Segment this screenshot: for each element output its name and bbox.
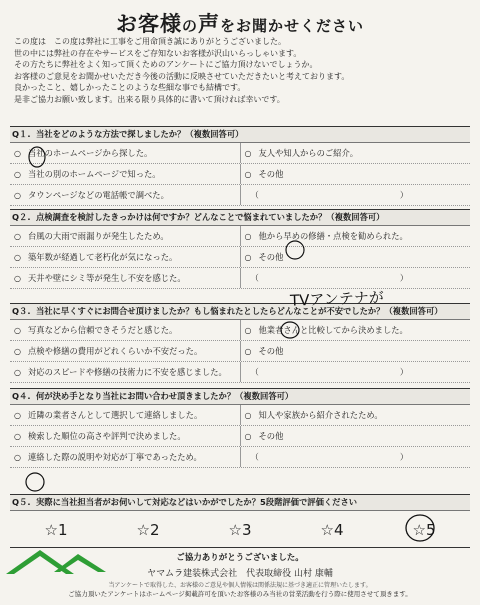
question-2 <box>10 209 470 289</box>
privacy-note: 当アンケートで取得した、お客様のご意見や個人情報は関係法規に基づき適正に管理いたします。 <box>108 582 372 589</box>
option-row <box>10 164 470 185</box>
answer-option[interactable]: ○ 点検や修繕の費用がどれくらいか不安だった。 <box>10 341 241 361</box>
company-logo <box>2 546 130 601</box>
option-row <box>10 226 470 247</box>
answer-option[interactable]: ○ 対応のスピードや修繕の技術力に不安を感じました。 <box>10 362 241 382</box>
question-header: Q２. 点検調査を検討したきっかけは何ですか？どんなことで悩まれていましたか？（複数回答可） <box>10 209 470 226</box>
company-signature: ヤマムラ建装株式会社 代表取締役 山村 康輔 <box>147 569 333 579</box>
answer-option[interactable]: ○ その他 <box>244 169 284 179</box>
question-header: Q１. 当社をどのような方法で探しましたか？（複数回答可） <box>10 126 470 143</box>
answer-option[interactable]: ○ 近隣の業者さんとして選択して連絡しました。 <box>10 405 241 425</box>
question-header: Q４. 何が決め手となり当社にお問い合わせ頂きましたか？（複数回答可） <box>10 388 470 405</box>
option-row <box>10 143 470 164</box>
rating-star-3[interactable]: ☆3 <box>228 521 252 539</box>
option-row <box>10 405 470 426</box>
rating-stars <box>10 513 470 548</box>
answer-option[interactable]: ○ 他業者さんと比較してから決めました。 <box>244 325 408 335</box>
answer-option[interactable]: （ ） <box>250 190 409 200</box>
option-row <box>10 362 470 383</box>
question-5-header: Q５. 実際に当社担当者がお伺いして対応などはいかがでしたか？5段階評価で評価ください <box>10 494 470 511</box>
answer-option[interactable]: ○ 他から早めの修繕・点検を勧められた。 <box>244 231 408 241</box>
option-row <box>10 447 470 468</box>
answer-option[interactable]: ○ 検索した順位の高さや評判で決めました。 <box>10 426 241 446</box>
handwritten-q2-other: TVアンテナが <box>289 288 385 310</box>
answer-option[interactable]: ○ 友人や知人からのご紹介。 <box>244 148 359 158</box>
answer-option[interactable]: ○ 知人や家族から紹介されたため。 <box>244 410 383 420</box>
page-title: お客様の声をお聞かせください <box>115 12 365 36</box>
intro-text: この度は この度は弊社に工事をご用命頂き誠にありがとうございました。 世の中には弊社の存在やサービスをご存知ないお客様が沢山いらっしゃいます。 その方たちに弊社をよく知って頂くためのアンケートにご協力頂けないでしょうか。 お客様のご意見をお聞かせいただき今後の活動に反映させていただきたいと考えております。 良かったこと、嬉しかったことのような些細な事でも結構です。 是非ご協力お願い致します。出来る限り具体的に書いて頂ければ幸いです。 <box>14 37 350 104</box>
answer-option[interactable]: ○ 天井や壁にシミ等が発生し不安を感じた。 <box>10 268 241 288</box>
thanks-text: ご協力ありがとうございました。 <box>176 553 304 563</box>
answer-option[interactable]: ○ 台風の大雨で雨漏りが発生したため。 <box>10 226 241 246</box>
answer-option[interactable]: ○ 築年数が経過して老朽化が気になった。 <box>10 247 241 267</box>
usage-note: ご協力頂いたアンケートはホームページ掲載許可を頂いたお客様のみ当社の営業活動を行う際に使用させて頂きます。 <box>68 590 412 598</box>
answer-option[interactable]: （ ） <box>250 452 409 462</box>
answer-option[interactable]: ○ 当社の別のホームページで知った。 <box>10 164 241 184</box>
rating-star-5[interactable]: ☆5 <box>412 521 436 539</box>
answer-option[interactable]: （ ） <box>250 273 409 283</box>
rating-star-2[interactable]: ☆2 <box>136 521 160 539</box>
answer-option[interactable]: ○ 当社のホームページから探した。 <box>10 143 241 163</box>
option-row <box>10 268 470 289</box>
question-3 <box>10 303 470 383</box>
option-row <box>10 247 470 268</box>
option-row <box>10 320 470 341</box>
answer-option[interactable]: （ ） <box>250 367 409 377</box>
question-4 <box>10 388 470 468</box>
answer-option[interactable]: ○ その他 <box>244 346 284 356</box>
answer-option[interactable]: ○ その他 <box>244 431 284 441</box>
option-row <box>10 426 470 447</box>
question-header: Q３. 当社に早くすぐにお問合せ頂けましたか？もし悩まれたとしたらどんなことが不安でしたか？（複数回答可） <box>10 303 470 320</box>
option-row <box>10 185 470 206</box>
answer-option[interactable]: ○ その他 <box>244 252 284 262</box>
question-1 <box>10 126 470 206</box>
answer-option[interactable]: ○ 連絡した際の説明や対応が丁寧であったため。 <box>10 447 241 467</box>
answer-option[interactable]: ○ タウンページなどの電話帳で調べた。 <box>10 185 241 205</box>
rating-star-4[interactable]: ☆4 <box>320 521 344 539</box>
rating-star-1[interactable]: ☆1 <box>44 521 68 539</box>
option-row <box>10 341 470 362</box>
answer-option[interactable]: ○ 写真などから信頼できそうだと感じた。 <box>10 320 241 340</box>
